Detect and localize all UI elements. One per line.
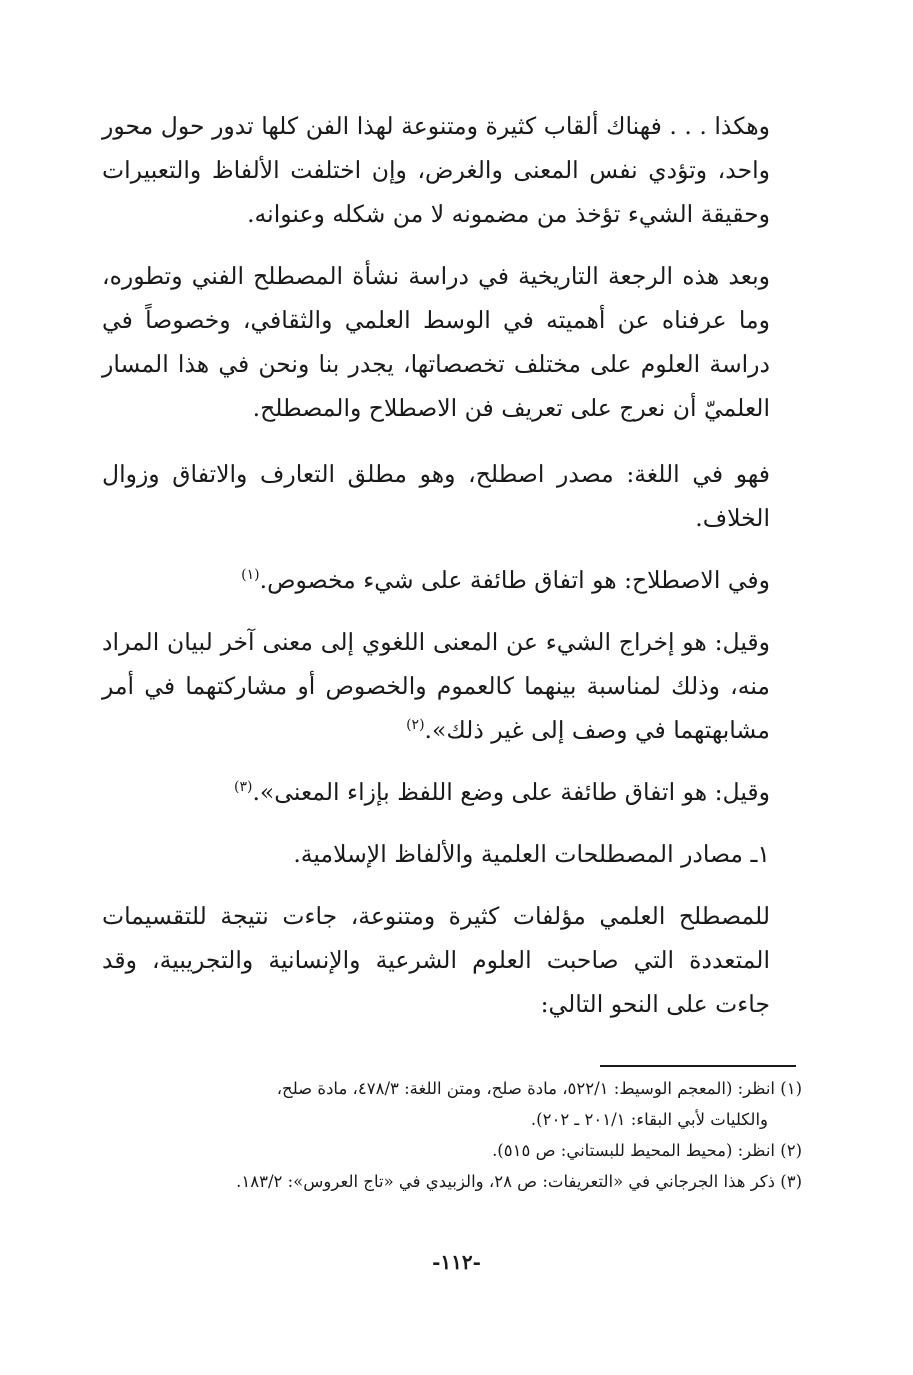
footnote-ref-1: (١) xyxy=(241,567,260,584)
section-heading: ١ـ مصادر المصطلحات العلمية والألفاظ الإسلامية. xyxy=(293,840,770,868)
paragraph-4-text: وفي الاصطلاح: هو اتفاق طائفة على شيء مخصوص. xyxy=(259,566,770,594)
footnote-1-line-2: والكليات لأبي البقاء: ٢٠١/١ ـ ٢٠٢). xyxy=(530,1110,768,1129)
footnote-divider xyxy=(600,1065,796,1067)
paragraph-8: للمصطلح العلمي مؤلفات كثيرة ومتنوعة، جاءت نتيجة للتقسيمات المتعددة التي صاحبت العلوم الشرعية والإنسانية والتجريبية، وقد جاءت على النحو التالي: xyxy=(102,902,770,1018)
paragraph-5-text: وقيل: هو إخراج الشيء عن المعنى اللغوي إلى معنى آخر لبيان المراد منه، وذلك لمناسبة بينهما كالعموم والخصوص أو مشاركتهما في أمر مشابهتهما في وصف إلى غير ذلك». xyxy=(102,628,770,744)
main-text xyxy=(102,104,802,1026)
paragraph-6 xyxy=(102,770,802,814)
paragraph-6-text: وقيل: هو اتفاق طائفة على وضع اللفظ بإزاء المعنى». xyxy=(252,778,770,806)
footnote-2: (٢) انظر: (محيط المحيط للبستاني: ص ٥١٥). xyxy=(492,1141,802,1160)
footnote-3: (٣) ذكر هذا الجرجاني في «التعريفات: ص ٢٨، والزبيدي في «تاج العروس»: ١٨٣/٢. xyxy=(236,1172,802,1191)
footnote-ref-2: (٢) xyxy=(406,717,425,734)
footnotes xyxy=(102,1073,802,1197)
footnote-ref-3: (٣) xyxy=(233,779,253,796)
page-number: -١١٢- xyxy=(432,1250,481,1274)
paragraph-4 xyxy=(102,558,802,602)
footnote-1-line-1: (١) انظر: (المعجم الوسيط: ٥٢٢/١، مادة صلح، ومتن اللغة: ٤٧٨/٣، مادة صلح، xyxy=(276,1079,802,1098)
paragraph-3: فهو في اللغة: مصدر اصطلح، وهو مطلق التعارف والاتفاق وزوال الخلاف. xyxy=(102,460,770,532)
paragraph-2: وبعد هذه الرجعة التاريخية في دراسة نشأة المصطلح الفني وتطوره، وما عرفناه عن أهميته في الوسط العلمي والثقافي، وخصوصاً في دراسة العلوم على مختلف تخصصاتها، يجدر بنا ونحن في هذا المسار العلميّ أن نعرج على تعريف فن الاصطلاح والمصطلح. xyxy=(102,262,770,422)
paragraph-5 xyxy=(102,620,802,752)
paragraph-1: وهكذا . . . فهناك ألقاب كثيرة ومتنوعة لهذا الفن كلها تدور حول محور واحد، وتؤدي نفس المعنى والغرض، وإن اختلفت الألفاظ والتعبيرات وحقيقة الشيء تؤخذ من مضمونه لا من شكله وعنوانه. xyxy=(102,112,770,228)
